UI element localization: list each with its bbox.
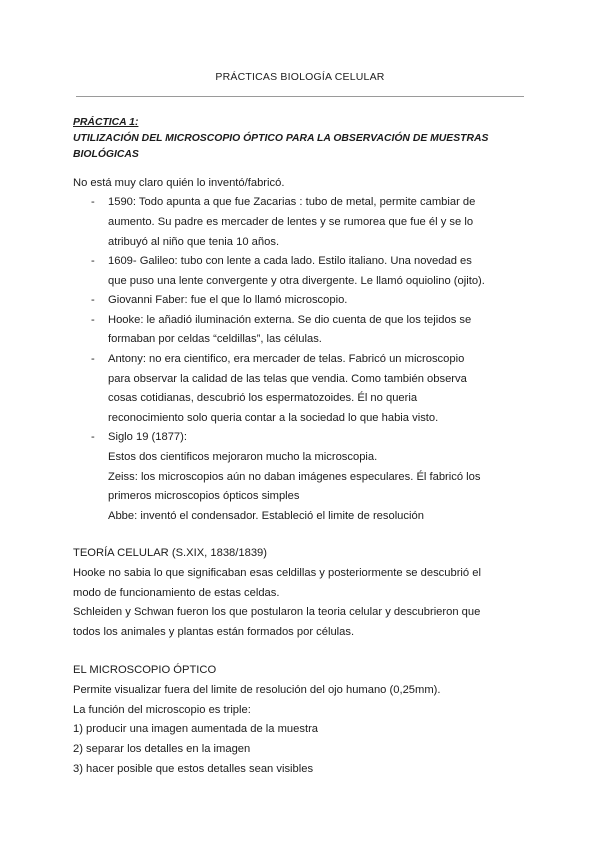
practice-title: PRÁCTICA 1: — [73, 117, 139, 128]
page-header: PRÁCTICAS BIOLOGÍA CELULAR — [215, 71, 385, 83]
list-item-line: que puso una lente convergente y otra divergente. Le llamó oquiolino (ojito). — [108, 275, 485, 287]
list-bullet: - — [91, 196, 95, 208]
list-item-line: Hooke: le añadió iluminación externa. Se dio cuenta de que los tejidos se — [108, 314, 472, 326]
list-item-line: Antony: no era cientifico, era mercader de telas. Fabricó un microscopio — [108, 353, 465, 365]
paragraph-line: Schleiden y Schwan fueron los que postularon la teoria celular y descubrieron que — [73, 606, 481, 618]
numbered-list-item: 3) hacer posible que estos detalles sean visibles — [73, 763, 314, 775]
list-item-line: reconocimiento solo queria contar a la sociedad lo que habia visto. — [108, 412, 439, 424]
list-bullet: - — [91, 314, 95, 326]
list-item-line: 1590: Todo apunta a que fue Zacarias : tubo de metal, permite cambiar de — [108, 196, 476, 208]
paragraph-line: todos los animales y plantas están formados por células. — [73, 626, 355, 638]
list-bullet: - — [91, 431, 95, 443]
list-item-line: Zeiss: los microscopios aún no daban imágenes especulares. Él fabricó los — [108, 471, 481, 483]
header-divider — [76, 96, 524, 97]
section-heading-optical-microscope: EL MICROSCOPIO ÓPTICO — [73, 664, 217, 676]
list-bullet: - — [91, 353, 95, 365]
section-heading-cell-theory: TEORÍA CELULAR (S.XIX, 1838/1839) — [73, 547, 268, 559]
paragraph-line: Hooke no sabia lo que significaban esas celdillas y posteriormente se descubrió el — [73, 567, 481, 579]
list-item-line: para observar la calidad de las telas que vendia. Como también observa — [108, 373, 467, 385]
list-item-line: cosas cotidianas, descubrió los espermatozoides. Él no queria — [108, 392, 418, 404]
practice-subtitle-line-2: BIOLÓGICAS — [73, 149, 139, 160]
list-item-line: Siglo 19 (1877): — [108, 431, 187, 443]
list-item-line: Estos dos cientificos mejoraron mucho la microscopia. — [108, 451, 378, 463]
numbered-list-item: 1) producir una imagen aumentada de la muestra — [73, 723, 319, 735]
list-bullet: - — [91, 255, 95, 267]
list-item-line: atribuyó al niño que tenia 10 años. — [108, 236, 280, 248]
paragraph-line: La función del microscopio es triple: — [73, 704, 251, 716]
list-bullet: - — [91, 294, 95, 306]
numbered-list-item: 2) separar los detalles en la imagen — [73, 743, 251, 755]
list-item-line: primeros microscopios ópticos simples — [108, 490, 300, 502]
paragraph-line: modo de funcionamiento de estas celdas. — [73, 587, 280, 599]
paragraph-line: Permite visualizar fuera del limite de resolución del ojo humano (0,25mm). — [73, 684, 441, 696]
intro-paragraph: No está muy claro quién lo inventó/fabricó. — [73, 177, 285, 189]
list-item-line: aumento. Su padre es mercader de lentes y se rumorea que fue él y se lo — [108, 216, 474, 228]
practice-subtitle-line-1: UTILIZACIÓN DEL MICROSCOPIO ÓPTICO PARA LA OBSERVACIÓN DE MUESTRAS — [73, 133, 489, 144]
list-item-line: 1609- Galileo: tubo con lente a cada lado. Estilo italiano. Una novedad es — [108, 255, 472, 267]
list-item-line: Giovanni Faber: fue el que lo llamó microscopio. — [108, 294, 348, 306]
list-item-line: Abbe: inventó el condensador. Estableció el limite de resolución — [108, 510, 424, 522]
list-item-line: formaban por celdas “celdillas”, las células. — [108, 333, 322, 345]
